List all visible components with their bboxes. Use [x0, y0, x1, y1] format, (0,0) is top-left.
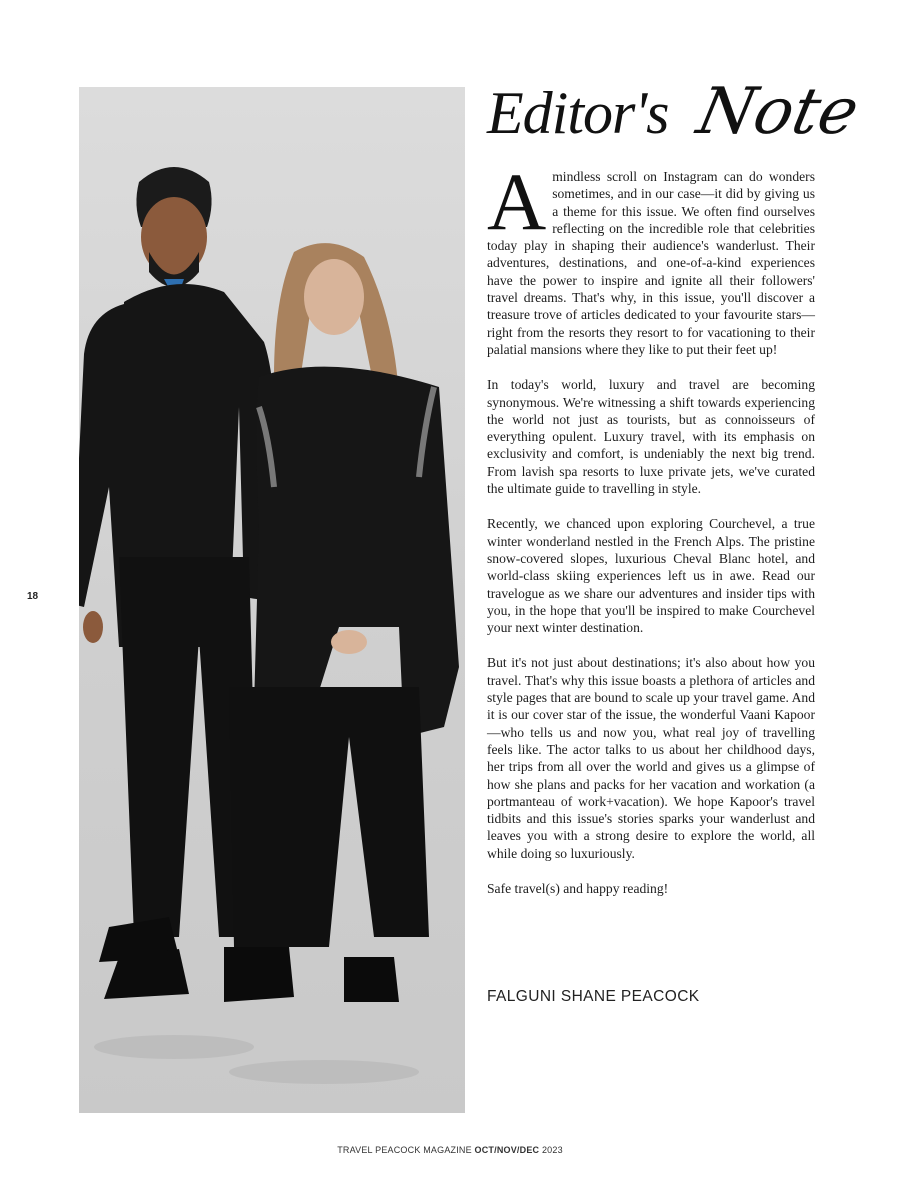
paragraph-4: But it's not just about destinations; it's also about how you travel. That's why this issue boasts a plethora of articles and style pages that are bound to scale up your travel game. And it is our cover star of the issue, the wonderful Vaani Kapoor—who tells us and now you, what real joy of travelling feels like. The actor talks to us about her childhood days, her trips from all over the world and gives us a glimpse of how she plans and packs for her vacation and workation (a portmanteau of work+vacation). We hope Kapoor's travel tidbits and this issue's stories sparks your wanderlust and leaves you with a strong desire to explore the world, all while doing so luxuriously.: [487, 655, 815, 861]
page-number: 18: [27, 591, 39, 602]
title-note-script: Note: [691, 75, 865, 149]
paragraph-1: [487, 156, 815, 358]
paragraph-2: In today's world, luxury and travel are becoming synonymous. We're witnessing a shift towards experiencing the world not just as tourists, but as connoisseurs of everything opulent. Luxury travel, with its emphasis on exclusivity and comfort, is undeniably the next big trend. From lavish spa resorts to luxe private jets, we've curated the ultimate guide to travelling in style.: [487, 377, 815, 497]
couple-portrait-illustration: [79, 87, 465, 1113]
paragraph-5: Safe travel(s) and happy reading!: [487, 880, 669, 896]
paragraph-1-text: mindless scroll on Instagram can do wonders sometimes, and in our case—it did by giving us a theme for this issue. We often find ourselves reflecting on the incredible role that celebrities today play in shaping their audience's wanderlust. Their adventures, destinations, and one-of-a-kind experiences have the power to inspire and ignite all their followers' travel dreams. That's why, in this issue, you'll discover a treasure trove of articles dedicated to your favourite stars—right from the resorts they resort to for vacationing to their palatial mansions where they like to put their feet up!: [487, 169, 815, 357]
footer-issue: OCT/NOV/DEC: [474, 1145, 540, 1155]
footer-magazine: TRAVEL PEACOCK MAGAZINE: [337, 1145, 475, 1155]
footer-year: 2023: [539, 1145, 563, 1155]
editor-signature: FALGUNI SHANE PEACOCK: [487, 988, 700, 1005]
title-editors: Editor's: [487, 80, 669, 146]
editors-portrait-photo: [79, 87, 465, 1113]
page-title: [487, 74, 865, 164]
paragraph-3: Recently, we chanced upon exploring Courchevel, a true winter wonderland nestled in the French Alps. The pristine snow-covered slopes, luxurious Cheval Blanc hotel, and world-class skiing experiences left us in awe. Read our travelogue as we share our adventures and insider tips with you, in the hope that you'll be inspired to make Courchevel your next winter destination.: [487, 516, 815, 636]
editorial-body: [487, 156, 815, 915]
drop-cap: A: [487, 156, 547, 247]
page-footer: [0, 1145, 900, 1155]
